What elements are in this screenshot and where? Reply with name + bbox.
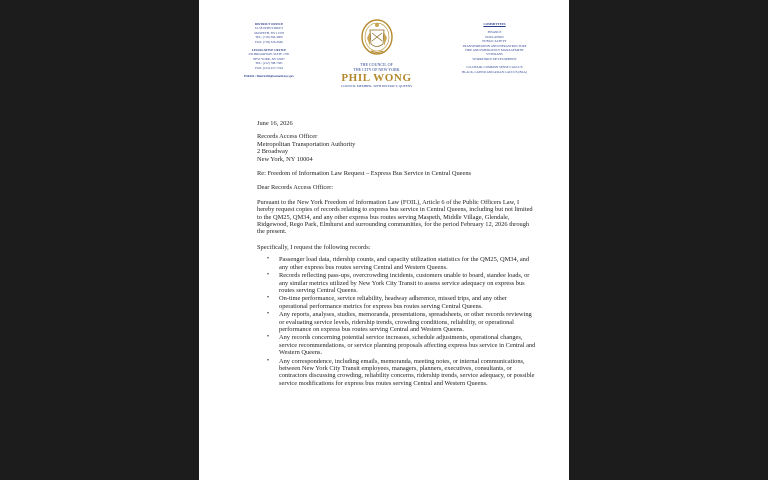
list-item: • Any reports, analyses, studies, memoranda, presentations, spreadsheets, or other records reviewing or evaluating service levels, ridership trends, crowding conditions, reliability, or operational performance on express bus routes serving Central and Western Queens. xyxy=(279,311,537,333)
city-seal-icon xyxy=(359,18,395,58)
list-item: • Any records concerning potential service increases, schedule adjustments, operational changes, service recommendations, or service planning proposals affecting express bus service in Central and Western Queens. xyxy=(279,334,537,356)
legislative-fax-line: FAX: (212) 227-7194 xyxy=(255,65,283,70)
district-fax-line: FAX: (718) 326-3046 xyxy=(255,39,283,44)
intro-paragraph: Pursuant to the New York Freedom of Information Law (FOIL), Article 6 of the Public Officers Law, I hereby request copies of records relating to express bus service in Central Queens, including but not limited to the QM25, QM34, and any other express bus routes serving Maspeth, Middle Village, Glendale, Ridgewood, Rego Park, Elmhurst and surrounding communities, for the period February 12, 2026 through the present. xyxy=(257,198,533,236)
caucus-line: BLACK, LATINO AND ASIAN CAUCUS (BLA) xyxy=(462,69,527,74)
address-line: New York, NY 10004 xyxy=(257,155,313,163)
committees-heading: COMMITTEES xyxy=(483,22,506,26)
list-item: • On-time performance, service reliability, headway adherence, missed trips, and any other operational performance metrics for express bus routes serving Central Queens. xyxy=(279,295,537,310)
letter-page xyxy=(199,0,569,480)
address-line: 2 Broadway xyxy=(257,148,289,156)
recipient-address xyxy=(257,133,537,163)
legislative-city-line: NEW YORK, NY 10007 xyxy=(253,56,285,61)
district-tel-line: TEL: (718) 366-3900 xyxy=(255,35,283,40)
district-city-line: MASPETH, NY 11378 xyxy=(254,30,284,35)
address-line: Metropolitan Transportation Authority xyxy=(257,140,356,148)
list-item: • Any correspondence, including emails, memoranda, meeting notes, or internal communications, between New York City Transit employees, managers, planners, executives, consultants, or contractors discussing crowding, reliability concerns, ridership trends, service adequacy, or possible service modifications for express bus routes serving Central and Western Queens. xyxy=(279,358,537,388)
address-line: Records Access Officer xyxy=(257,133,318,141)
letterhead-left-block xyxy=(229,22,309,78)
legislative-address-line: 250 BROADWAY, SUITE 1781 xyxy=(248,52,290,57)
council-line-2: THE CITY OF NEW YORK xyxy=(353,67,400,72)
subject-line: Re: Freedom of Information Law Request – Express Bus Service in Central Queens xyxy=(257,170,472,178)
committee-item: TRANSPORTATION AND INFRASTRUCTURE xyxy=(462,43,527,48)
list-item: • Records reflecting pass-ups, overcrowding incidents, customers unable to board, standee loads, or any similar metrics utilized by New York City Transit to assess service adequacy on express bus routes serving Central Queens. xyxy=(279,272,537,294)
member-name: PHIL WONG xyxy=(341,72,412,84)
salutation: Dear Records Access Officer: xyxy=(257,184,334,192)
letter-body xyxy=(257,120,537,388)
committee-item: WORKFORCE DEVELOPMENT xyxy=(472,56,517,61)
committee-item: FINANCE xyxy=(487,30,502,35)
letter-date: June 16, 2026 xyxy=(257,120,293,127)
email-line: EMAIL: District30@council.nyc.gov xyxy=(244,74,294,79)
legislative-office-heading: LEGISLATIVE OFFICE xyxy=(251,48,287,53)
committee-item: FIRE AND EMERGENCY MANAGEMENT xyxy=(465,48,524,53)
legislative-tel-line: TEL: (212) 788-7381 xyxy=(255,61,283,66)
committee-item: VETERANS xyxy=(486,52,503,57)
caucus-line: CO-CHAIR, COMMON SENSE CAUCUS xyxy=(466,65,523,70)
council-member-block xyxy=(314,62,439,89)
letterhead-right-block xyxy=(447,22,542,74)
committee-item: EDUCATION xyxy=(485,34,504,39)
request-list xyxy=(257,256,537,387)
committee-item: PUBLIC SAFETY xyxy=(482,39,507,44)
council-line-1: THE COUNCIL OF xyxy=(360,62,393,67)
district-address-line: 61-58 60TH STREET xyxy=(254,26,284,31)
member-title: COUNCIL MEMBER, 30TH DISTRICT, QUEENS xyxy=(340,84,412,88)
district-office-heading: DISTRICT OFFICE xyxy=(254,22,284,26)
request-lead-in: Specifically, I request the following records: xyxy=(257,243,371,251)
list-item: • Passenger load data, ridership counts, and capacity utilization statistics for the QM25, QM34, and any other express bus routes serving Central and Western Queens. xyxy=(279,256,537,271)
